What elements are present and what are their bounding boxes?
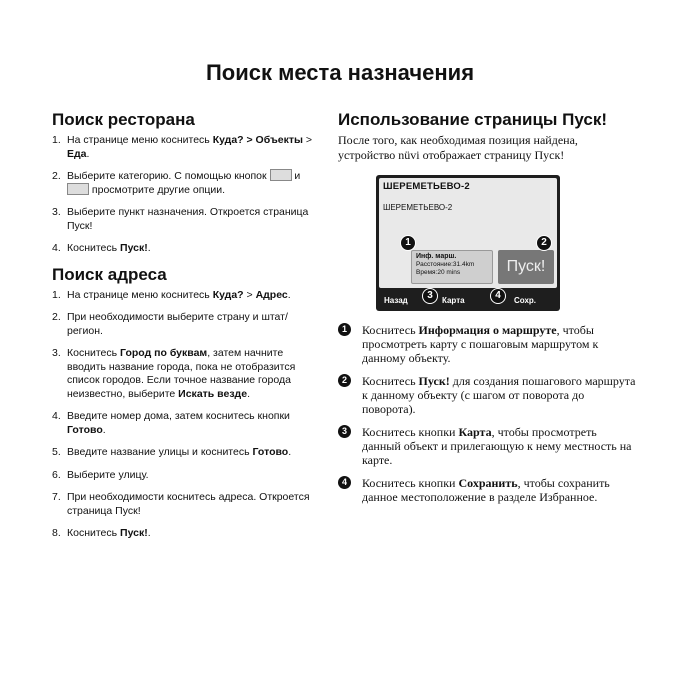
bold-term: Куда? [212, 288, 244, 301]
bold-term: Карта [458, 425, 492, 439]
text-fragment: Коснитесь кнопки [362, 476, 459, 490]
text-fragment: и [291, 170, 301, 182]
text-fragment: Коснитесь [67, 527, 121, 539]
step-number: 4. [52, 410, 61, 422]
callout-marker: 4 [338, 476, 351, 489]
callout-marker: 1 [338, 323, 351, 336]
restaurant-heading: Поиск ресторана [52, 110, 195, 129]
go-page-notes [338, 323, 638, 504]
step-item [52, 527, 317, 541]
device-title: ШЕРЕМЕТЬЕВО-2 [383, 181, 470, 192]
text-fragment: Коснитесь [362, 374, 419, 388]
bold-term: Готово [67, 423, 103, 436]
route-distance: Расстояние:31.4km [416, 261, 475, 268]
step-item [52, 446, 317, 460]
bold-term: Пуск! [418, 374, 450, 388]
bold-term: Пуск! [120, 242, 148, 254]
text-fragment: , чтобы сохранить данное местоположение в разделе Избранное. [362, 476, 610, 504]
step-number: 3. [52, 206, 61, 218]
text-fragment: Выберите улицу. [67, 468, 149, 481]
step-item [52, 311, 317, 338]
step-number: 2. [52, 311, 61, 323]
route-time: Время:20 mins [416, 269, 461, 276]
step-item [52, 134, 317, 161]
text-fragment: . [247, 387, 250, 400]
back-button[interactable]: Назад [384, 296, 408, 305]
step-item [52, 242, 317, 256]
step-number: 4. [52, 242, 61, 254]
step-number: 1. [52, 134, 61, 146]
text-fragment: При необходимости коснитесь адреса. Откроется страница Пуск! [67, 491, 310, 517]
route-info-label: Инф. марш. [416, 253, 457, 260]
text-fragment: . [287, 288, 291, 301]
bold-term: Куда? > Объекты [212, 134, 303, 146]
step-item [52, 347, 317, 401]
bold-term: Пуск! [120, 527, 148, 539]
map-button[interactable]: Карта [442, 296, 465, 305]
go-button[interactable]: Пуск! [498, 250, 554, 284]
text-fragment: При необходимости выберите страну и штат/регион. [67, 311, 288, 337]
step-item [52, 170, 317, 197]
right-column [338, 110, 638, 513]
go-page-intro: После того, как необходимая позиция найдена, устройство nüvi отображает страницу Пуск! [338, 133, 578, 162]
bold-term: Еда [67, 147, 87, 160]
text-fragment: . [86, 147, 90, 160]
device-screen [379, 178, 557, 288]
bold-term: Город по буквам [120, 347, 208, 359]
step-number: 2. [52, 170, 61, 182]
text-fragment: Коснитесь [67, 347, 121, 359]
text-fragment: Выберите пункт назначения. Откроется страница Пуск! [67, 206, 309, 232]
note-item [338, 425, 638, 467]
scroll-button-icon [270, 169, 292, 181]
text-fragment: , чтобы просмотреть карту с пошаговым маршрутом к данному объекту. [362, 323, 599, 365]
step-number: 7. [52, 491, 61, 503]
text-fragment: для создания пошагового маршрута к данному объекту (с шагом от поворота до поворота). [362, 374, 636, 416]
bold-term: Информация о маршруте [418, 323, 557, 337]
device-screenshot [376, 175, 560, 311]
text-fragment: , затем начните вводить название города, пока не отобразится список городов. Если точное название города неизвестно, выберите [67, 347, 296, 400]
scroll-button-icon [67, 183, 89, 195]
text-fragment: Коснитесь [67, 242, 121, 254]
step-item [52, 206, 317, 233]
text-fragment: . [147, 242, 151, 254]
text-fragment: > [302, 134, 312, 146]
callout-1: 1 [400, 235, 416, 251]
text-fragment: . [147, 527, 151, 539]
step-number: 1. [52, 288, 61, 301]
text-fragment: , чтобы просмотреть данный объект и прилегающую к нему местность на карте. [362, 425, 632, 467]
step-number: 5. [52, 446, 61, 458]
route-info-button[interactable] [411, 250, 493, 284]
text-fragment: . [288, 446, 292, 458]
text-fragment: Коснитесь кнопки [362, 425, 459, 439]
address-steps [52, 289, 317, 541]
callout-4: 4 [490, 288, 506, 304]
note-item [338, 476, 638, 504]
text-fragment: > [243, 288, 256, 301]
callout-marker: 2 [338, 374, 351, 387]
text-fragment: На странице меню коснитесь [67, 288, 213, 301]
step-item [52, 491, 317, 518]
callout-2: 2 [536, 235, 552, 251]
text-fragment: . [102, 423, 106, 436]
text-fragment: На странице меню коснитесь [67, 134, 213, 146]
address-heading: Поиск адреса [52, 264, 167, 284]
bold-term: Сохранить [458, 476, 518, 490]
restaurant-steps [52, 134, 317, 256]
text-fragment: Выберите категорию. С помощью кнопок [67, 170, 270, 182]
step-item [52, 410, 317, 437]
bold-term: Готово [252, 446, 289, 458]
step-number: 3. [52, 347, 61, 359]
step-item [52, 469, 317, 483]
note-item [338, 323, 638, 365]
bold-term: Искать везде [178, 387, 248, 400]
left-column [52, 110, 317, 550]
step-item [52, 289, 317, 303]
text-fragment: Введите название улицы и коснитесь [67, 446, 253, 458]
text-fragment: Введите номер дома, затем коснитесь кнопки [67, 410, 290, 422]
device-subtitle: ШЕРЕМЕТЬЕВО-2 [383, 203, 453, 212]
callout-3: 3 [422, 288, 438, 304]
go-page-heading: Использование страницы Пуск! [338, 110, 608, 129]
bold-term: Адрес [255, 288, 288, 301]
page-title: Поиск места назначения [205, 60, 475, 85]
callout-marker: 3 [338, 425, 351, 438]
device-bottom-bar [376, 289, 560, 311]
text-fragment: просмотрите другие опции. [89, 183, 226, 196]
note-item [338, 374, 638, 416]
step-number: 8. [52, 527, 61, 539]
step-number: 6. [52, 468, 61, 481]
save-button[interactable]: Сохр. [514, 296, 537, 305]
text-fragment: Коснитесь [362, 323, 419, 337]
